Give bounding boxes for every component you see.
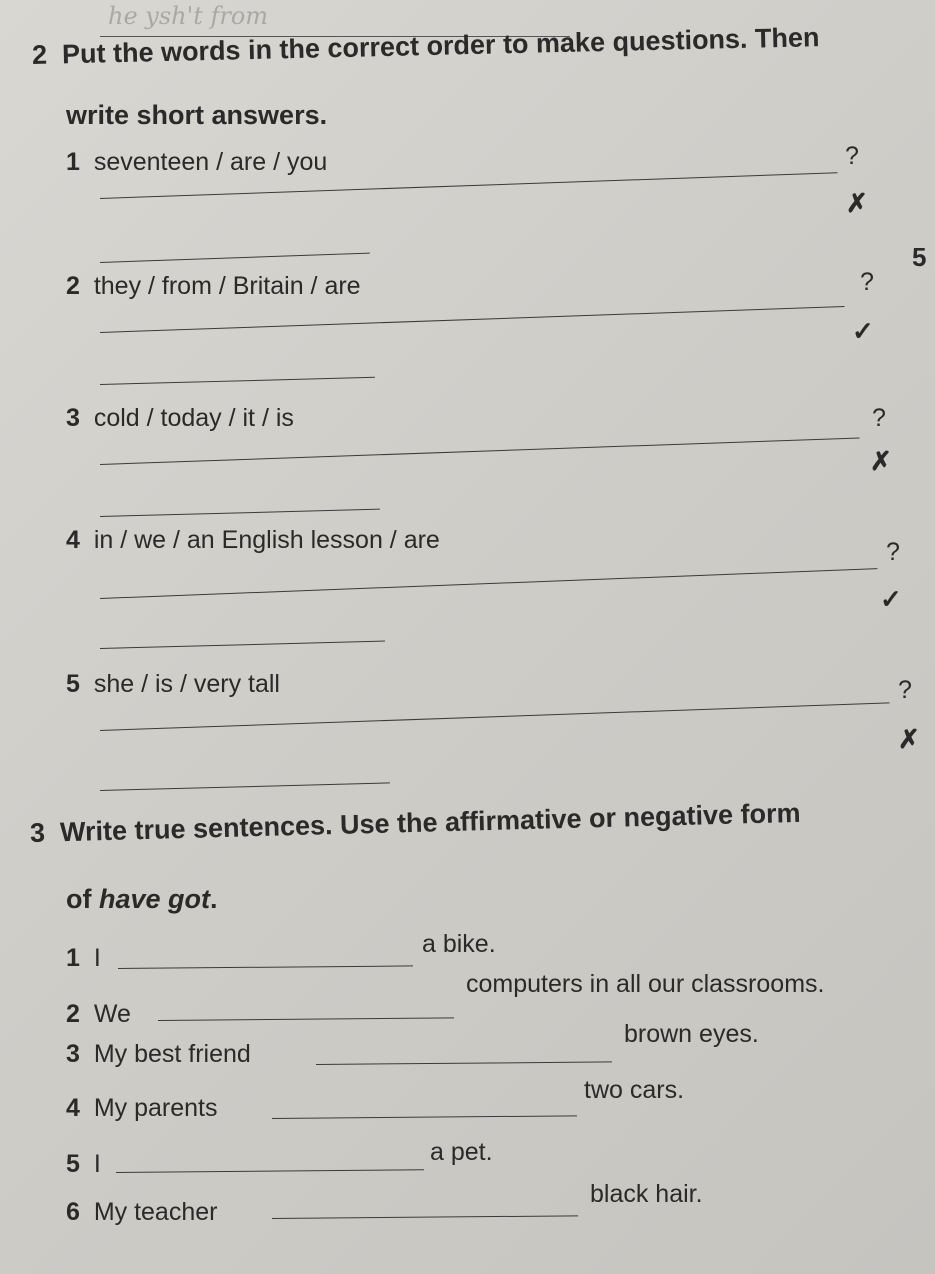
fill-in-line[interactable] xyxy=(316,1061,612,1065)
sentence-subject: My parents xyxy=(93,1094,218,1122)
sentence-item-1 xyxy=(66,944,101,973)
sentence-item-2 xyxy=(66,1000,131,1029)
instruction-text: Put the words in the correct order to make questions. Then xyxy=(61,22,820,70)
sentence-item-5 xyxy=(66,1150,101,1179)
instruction-text: Write true sentences. Use the affirmative or negative form xyxy=(59,797,801,848)
question-mark: ? xyxy=(845,142,859,170)
sentence-item-3 xyxy=(66,1040,251,1069)
word-prompt: she / is / very tall xyxy=(93,670,280,698)
sentence-subject: I xyxy=(93,944,101,972)
item-number: 6 xyxy=(66,1198,80,1226)
sentence-ending: computers in all our classrooms. xyxy=(466,970,825,998)
item-number: 4 xyxy=(66,526,80,554)
question-item-4 xyxy=(66,526,440,555)
sentence-ending: a bike. xyxy=(422,930,496,958)
question-answer-line[interactable] xyxy=(100,568,877,599)
short-answer-line[interactable] xyxy=(100,509,380,517)
cross-mark: ✗ xyxy=(846,188,868,218)
short-answer-line[interactable] xyxy=(100,377,375,385)
sentence-item-6 xyxy=(66,1198,217,1227)
question-answer-line[interactable] xyxy=(100,437,860,465)
sentence-item-4 xyxy=(66,1094,217,1123)
item-number: 5 xyxy=(66,1150,80,1178)
exercise-number: 3 xyxy=(29,817,46,848)
question-item-2 xyxy=(66,272,361,301)
question-mark: ? xyxy=(886,538,900,566)
item-number: 2 xyxy=(66,272,80,300)
instruction-suffix: . xyxy=(210,884,218,914)
instruction-text-line2: write short answers. xyxy=(66,100,328,130)
sentence-subject: My best friend xyxy=(93,1040,251,1068)
item-number: 3 xyxy=(66,1040,80,1068)
question-item-3 xyxy=(66,404,294,433)
word-prompt: they / from / Britain / are xyxy=(93,272,361,300)
item-number: 1 xyxy=(66,944,80,972)
item-number: 5 xyxy=(66,670,80,698)
fill-in-line[interactable] xyxy=(118,965,413,969)
item-number: 2 xyxy=(66,1000,80,1028)
question-answer-line[interactable] xyxy=(100,702,890,731)
sentence-subject: I xyxy=(93,1150,101,1178)
grammar-term: have got xyxy=(99,884,211,914)
question-mark: ? xyxy=(872,404,886,432)
question-item-5 xyxy=(66,670,280,699)
question-answer-line[interactable] xyxy=(100,306,845,333)
fill-in-line[interactable] xyxy=(116,1169,424,1173)
margin-score: 5 xyxy=(912,242,927,272)
short-answer-line[interactable] xyxy=(100,641,385,649)
word-prompt: seventeen / are / you xyxy=(93,148,328,176)
cross-mark: ✗ xyxy=(898,724,920,754)
sentence-ending: a pet. xyxy=(430,1138,493,1166)
fill-in-line[interactable] xyxy=(272,1215,578,1219)
short-answer-line[interactable] xyxy=(100,782,390,791)
sentence-subject: We xyxy=(93,1000,131,1028)
item-number: 4 xyxy=(66,1094,80,1122)
tick-mark: ✓ xyxy=(880,584,902,614)
question-mark: ? xyxy=(898,676,912,704)
fill-in-line[interactable] xyxy=(272,1115,577,1119)
sentence-subject: My teacher xyxy=(93,1198,218,1226)
sentence-ending: two cars. xyxy=(584,1076,685,1104)
sentence-ending: black hair. xyxy=(590,1180,703,1208)
item-number: 3 xyxy=(66,404,80,432)
word-prompt: in / we / an English lesson / are xyxy=(93,526,440,554)
instruction-prefix: of xyxy=(66,884,99,914)
question-item-1 xyxy=(66,148,327,177)
fill-in-line[interactable] xyxy=(158,1017,454,1021)
exercise3-heading xyxy=(30,798,801,849)
word-prompt: cold / today / it / is xyxy=(93,404,294,432)
item-number: 1 xyxy=(66,148,80,176)
sentence-ending: brown eyes. xyxy=(624,1020,759,1048)
question-mark: ? xyxy=(860,268,874,296)
cross-mark: ✗ xyxy=(870,446,892,476)
instruction-text-line2 xyxy=(66,884,218,915)
short-answer-line[interactable] xyxy=(100,253,370,263)
tick-mark: ✓ xyxy=(852,316,874,346)
handwritten-note: he ysh't from xyxy=(108,2,269,30)
exercise-number: 2 xyxy=(31,39,48,70)
